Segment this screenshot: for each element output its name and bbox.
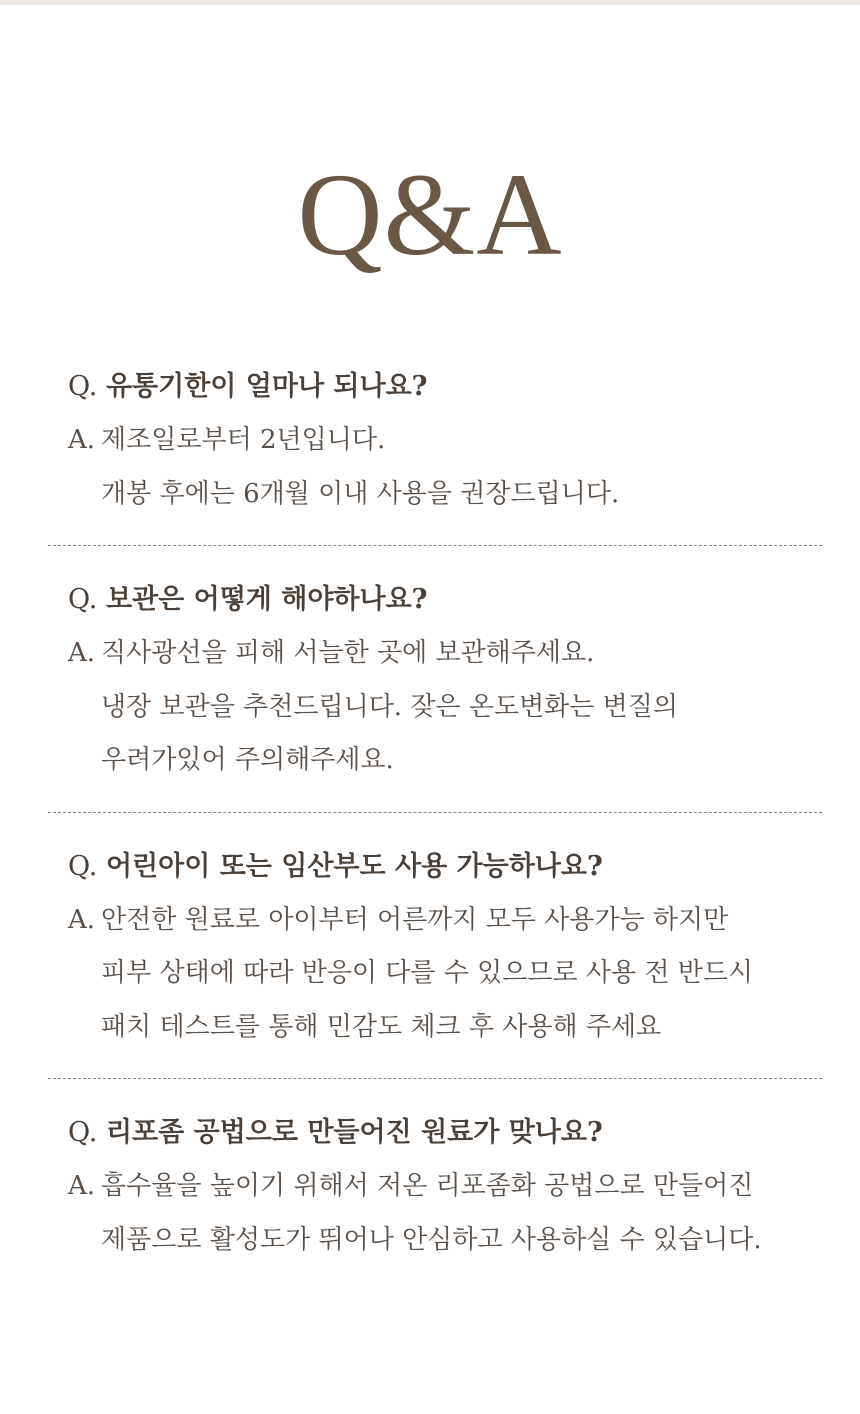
answer-line: 우려가있어 주의해주세요.	[101, 745, 394, 775]
answer-line: 안전한 원료로 아이부터 어른까지 모두 사용가능 하지만	[101, 904, 729, 935]
answer-line: 패치 테스트를 통해 민감도 체크 후 사용해 주세요	[101, 1011, 662, 1042]
qa-item	[48, 812, 822, 1055]
question-prefix: Q.	[68, 584, 98, 615]
answer-block	[68, 894, 822, 1055]
answer-line: 제조일로부터 2년입니다.	[101, 425, 386, 455]
answer-block	[68, 627, 822, 788]
question-prefix: Q.	[68, 850, 98, 882]
question-line	[68, 360, 808, 414]
question-text: 어린아이 또는 임산부도 사용 가능하나요?	[105, 850, 603, 882]
question-prefix: Q.	[68, 371, 98, 402]
answer-line: 직사광선을 피해 서늘한 곳에 보관해주세요.	[101, 638, 595, 668]
question-line	[68, 840, 822, 894]
qa-item	[68, 360, 808, 521]
page-title: Q&A	[297, 149, 563, 280]
question-prefix: Q.	[68, 1117, 98, 1148]
answer-block	[68, 414, 808, 521]
top-divider-strip	[0, 0, 860, 5]
answer-line: 피부 상태에 따라 반응이 다를 수 있으므로 사용 전 반드시	[101, 958, 754, 988]
qa-item	[48, 545, 822, 788]
answer-block	[68, 1160, 822, 1267]
answer-prefix: A.	[68, 1171, 96, 1201]
question-text: 리포좀 공법으로 만들어진 원료가 맞나요?	[105, 1117, 603, 1148]
question-text: 유통기한이 얼마나 되나요?	[105, 371, 428, 402]
question-text: 보관은 어떻게 해야하나요?	[105, 584, 428, 615]
answer-line: 흡수율을 높이기 위해서 저온 리포좀화 공법으로 만들어진	[101, 1171, 754, 1201]
qa-list	[68, 360, 808, 1267]
qa-item	[48, 1078, 822, 1267]
answer-prefix: A.	[68, 904, 96, 935]
answer-line: 제품으로 활성도가 뛰어나 안심하고 사용하실 수 있습니다.	[101, 1224, 762, 1255]
question-line	[68, 1106, 822, 1160]
answer-line: 냉장 보관을 추천드립니다. 잦은 온도변화는 변질의	[101, 691, 679, 722]
question-line	[68, 573, 822, 627]
answer-line: 개봉 후에는 6개월 이내 사용을 권장드립니다.	[101, 478, 620, 509]
answer-prefix: A.	[68, 425, 96, 455]
answer-prefix: A.	[68, 638, 96, 668]
